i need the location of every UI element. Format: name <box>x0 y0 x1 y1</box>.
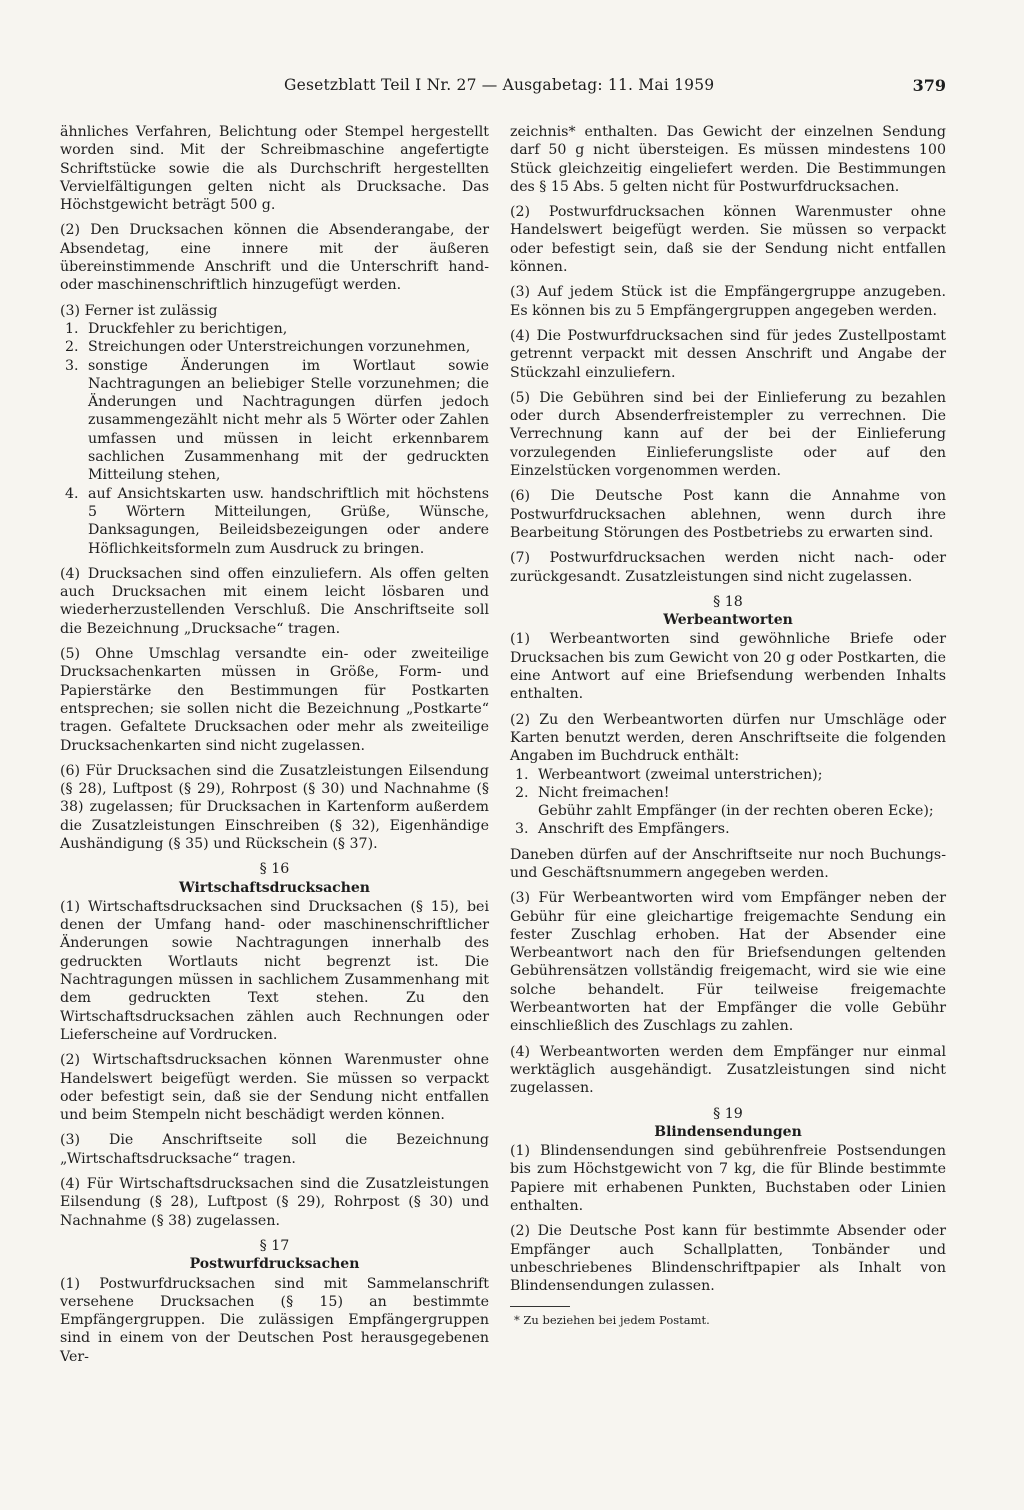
list-number: 1. <box>65 320 79 337</box>
section-19-number: § 19 <box>713 1105 743 1122</box>
list-number: 3. <box>515 821 529 838</box>
paragraph-18-2-after: Daneben dürfen auf der Anschriftseite nur noch Buchungs- und Geschäftsnummern angegeben werden. <box>510 846 946 881</box>
list-number: 2. <box>65 339 79 356</box>
paragraph-17-5: (5) Die Gebühren sind bei der Einlieferung zu bezahlen oder durch Absenderfreistempler zu verrechnen. Die Verrechnung kann auf der bei der Einlieferung vorzulegenden Einlieferungsliste oder auf den Einzelstücken vorgenommen werden. <box>510 389 946 480</box>
list-text: sonstige Änderungen im Wortlaut sowie Nachtragungen an beliebiger Stelle vorzunehmen; die Änderungen und Nachtragungen dürfen jedoch zusammengezählt nicht mehr als 5 Wörter oder Zahlen umfassen und müssen in leicht erkennbarem sachlichen Zusammenhang mit der gedruckten Mitteilung stehen, <box>88 357 489 484</box>
list-text: Druckfehler zu berichtigen, <box>88 320 288 337</box>
list-item <box>510 766 946 784</box>
list-number: 4. <box>65 485 79 502</box>
paragraph-15-6: (6) Für Drucksachen sind die Zusatzleistungen Eilsendung (§ 28), Luftpost (§ 29), Rohrpost (§ 30) und Nachnahme (§ 38) zugelassen; für Drucksachen in Kartenform außerdem die Zusatzleistungen Einschreiben (§ 32), Eigenhändige Aushändigung (§ 35) und Rückschein (§ 37). <box>60 762 489 852</box>
right-column <box>510 123 946 1327</box>
footnote-divider <box>510 1306 570 1307</box>
left-column <box>60 123 489 1373</box>
werbeantwort-requirements-list <box>510 766 946 839</box>
paragraph-15-3-lead: (3) Ferner ist zulässig <box>60 302 218 319</box>
paragraph-16-3: (3) Die Anschriftseite soll die Bezeichnung „Wirtschaftsdrucksache“ tragen. <box>60 1132 489 1167</box>
list-text: Werbeantwort (zweimal unterstrichen); <box>538 766 823 783</box>
list-text: auf Ansichtskarten usw. handschriftlich mit höchstens 5 Wörtern Mitteilungen, Grüße, Wünsche, Danksagungen, Beileidsbezeigungen oder andere Höflichkeitsformeln zum Ausdruck zu bringen. <box>88 485 489 557</box>
list-item <box>60 338 489 356</box>
permitted-changes-list <box>60 320 489 558</box>
paragraph-16-4: (4) Für Wirtschaftsdrucksachen sind die Zusatzleistungen Eilsendung (§ 28), Luftpost (§ 29), Rohrpost (§ 30) und Nachnahme (§ 38) zugelassen. <box>60 1176 489 1229</box>
page-header <box>0 76 1024 100</box>
running-title: Gesetzblatt Teil I Nr. 27 — Ausgabetag: 11. Mai 1959 <box>284 76 715 94</box>
paragraph-17-6: (6) Die Deutsche Post kann die Annahme von Postwurfdrucksachen ablehnen, wenn durch ihre Bearbeitung Störungen des Postbetriebs zu erwarten sind. <box>510 488 946 541</box>
paragraph-15-5: (5) Ohne Umschlag versandte ein- oder zweiteilige Drucksachenkarten müssen in Größe, Form- und Papierstärke den Bestimmungen für Postkarten entsprechen; sie sollen nicht die Bezeichnung „Postkarte“ tragen. Gefaltete Drucksachen oder mehr als zweiteilige Drucksachenkarten sind nicht zugelassen. <box>60 646 489 754</box>
paragraph-18-3: (3) Für Werbeantworten wird vom Empfänger neben der Gebühr für eine gleichartige freigemachte Sendung ein fester Zuschlag erhoben. Hat der Absender eine Werbeantwort nach den für Briefsendungen geltenden Gebührensätzen vollständig freigemacht, wird sie wie eine solche behandelt. Für teilweise freigemachte Werbeantworten hat der Empfänger die volle Gebühr einschließlich des Zuschlags zu zahlen. <box>510 890 946 1035</box>
paragraph-19-1: (1) Blindensendungen sind gebührenfreie Postsendungen bis zum Höchstgewicht von 7 kg, die für Blinde bestimmte Papiere mit erhabenen Punkten, Buchstaben oder Linien enthalten. <box>510 1143 946 1215</box>
paragraph-15-4: (4) Drucksachen sind offen einzuliefern. Als offen gelten auch Drucksachen mit einem leicht lösbaren und wiederherzustellenden Verschluß. Die Anschriftseite soll die Bezeichnung „Drucksache“ tragen. <box>60 565 489 637</box>
paragraph-18-4: (4) Werbeantworten werden dem Empfänger nur einmal werktäglich ausgehändigt. Zusatzleistungen sind nicht zugelassen. <box>510 1043 946 1097</box>
paragraph-18-2: (2) Zu den Werbeantworten dürfen nur Umschläge oder Karten benutzt werden, deren Anschriftseite die folgenden Angaben im Buchdruck enthält: <box>510 711 946 765</box>
section-16-number: § 16 <box>259 861 290 878</box>
list-item <box>60 357 489 485</box>
paragraph-17-2: (2) Postwurfdrucksachen können Warenmuster ohne Handelswert beigefügt werden. Sie müssen so verpackt oder befestigt sein, daß sie der Sendung nicht entfallen können. <box>510 204 946 276</box>
paragraph-19-2: (2) Die Deutsche Post kann für bestimmte Absender oder Empfänger auch Schallplatten, Tonbänder und unbeschriebenes Blindenschriftpapier als Inhalt von Blindensendungen zulassen. <box>510 1223 946 1295</box>
paragraph-17-7: (7) Postwurfdrucksachen werden nicht nach- oder zurückgesandt. Zusatzleistungen sind nicht zugelassen. <box>510 550 946 585</box>
list-number: 1. <box>515 766 529 783</box>
paragraph-16-1: (1) Wirtschaftsdrucksachen sind Drucksachen (§ 15), bei denen der Umfang hand- oder maschinenschriftlicher Änderungen sowie Nachtragungen innerhalb des gedruckten Wortlauts nicht begrenzt ist. Die Nachtragungen müssen in sachlichem Zusammenhang mit dem gedruckten Text stehen. Zu den Wirtschaftsdrucksachen zählen auch Rechnungen oder Lieferscheine auf Vordrucken. <box>60 898 489 1043</box>
section-19-title: Blindensendungen <box>654 1123 802 1140</box>
list-text: Streichungen oder Unterstreichungen vorzunehmen, <box>88 339 471 356</box>
list-text: Nicht freimachen! <box>538 784 670 801</box>
list-item <box>510 820 946 838</box>
section-17-number: § 17 <box>259 1237 290 1254</box>
list-item <box>60 320 489 338</box>
footnote: * Zu beziehen bei jedem Postamt. <box>514 1312 710 1327</box>
paragraph-18-1: (1) Werbeantworten sind gewöhnliche Briefe oder Drucksachen bis zum Gewicht von 20 g oder Postkarten, die eine Antwort auf eine Briefsendung werbenden Inhalts enthalten. <box>510 631 946 703</box>
list-item <box>510 784 946 821</box>
section-17-title: Postwurfdrucksachen <box>189 1256 360 1273</box>
list-subtext: Gebühr zahlt Empfänger (in der rechten oberen Ecke); <box>538 803 934 820</box>
section-18-number: § 18 <box>713 593 743 610</box>
paragraph-intro: ähnliches Verfahren, Belichtung oder Stempel hergestellt worden sind. Mit der Schreibmaschine angefertigte Schriftstücke sowie die als Durchschrift hergestellten Vervielfältigungen gelten nicht als Drucksache. Das Höchstgewicht beträgt 500 g. <box>60 124 489 214</box>
paragraph-17-3: (3) Auf jedem Stück ist die Empfängergruppe anzugeben. Es können bis zu 5 Empfängergruppen angegeben werden. <box>510 284 946 319</box>
page-number: 379 <box>912 76 946 95</box>
paragraph-17-4: (4) Die Postwurfdrucksachen sind für jedes Zustellpostamt getrennt verpackt mit dessen Anschrift und Angabe der Stückzahl einzuliefern. <box>510 327 946 381</box>
paragraph-16-2: (2) Wirtschaftsdrucksachen können Warenmuster ohne Handelswert beigefügt werden. Sie müssen so verpackt oder befestigt sein, daß sie der Sendung nicht entfallen und beim Stempeln nicht beschädigt werden können. <box>60 1052 489 1124</box>
section-16-title: Wirtschaftsdrucksachen <box>179 879 370 896</box>
list-number: 2. <box>515 784 529 801</box>
paragraph-17-1-continued: zeichnis* enthalten. Das Gewicht der einzelnen Sendung darf 50 g nicht übersteigen. Es müssen mindestens 100 Stück gleichzeitig eingeliefert werden. Die Bestimmungen des § 15 Abs. 5 gelten nicht für Postwurfdrucksachen. <box>510 124 946 195</box>
list-number: 3. <box>65 357 79 374</box>
list-text: Anschrift des Empfängers. <box>538 821 730 838</box>
section-18-title: Werbeantworten <box>663 612 793 629</box>
paragraph-15-2: (2) Den Drucksachen können die Absenderangabe, der Absendetag, eine innere mit der äußeren übereinstimmende Anschrift und die Unterschrift hand- oder maschinenschriftlich hinzugefügt werden. <box>60 222 489 294</box>
list-item <box>60 485 489 558</box>
paragraph-17-1: (1) Postwurfdrucksachen sind mit Sammelanschrift versehene Drucksachen (§ 15) an bestimmte Empfängergruppen. Die zulässigen Empfängergruppen sind in einem von der Deutschen Post herausgegebenen Ver- <box>60 1275 489 1365</box>
